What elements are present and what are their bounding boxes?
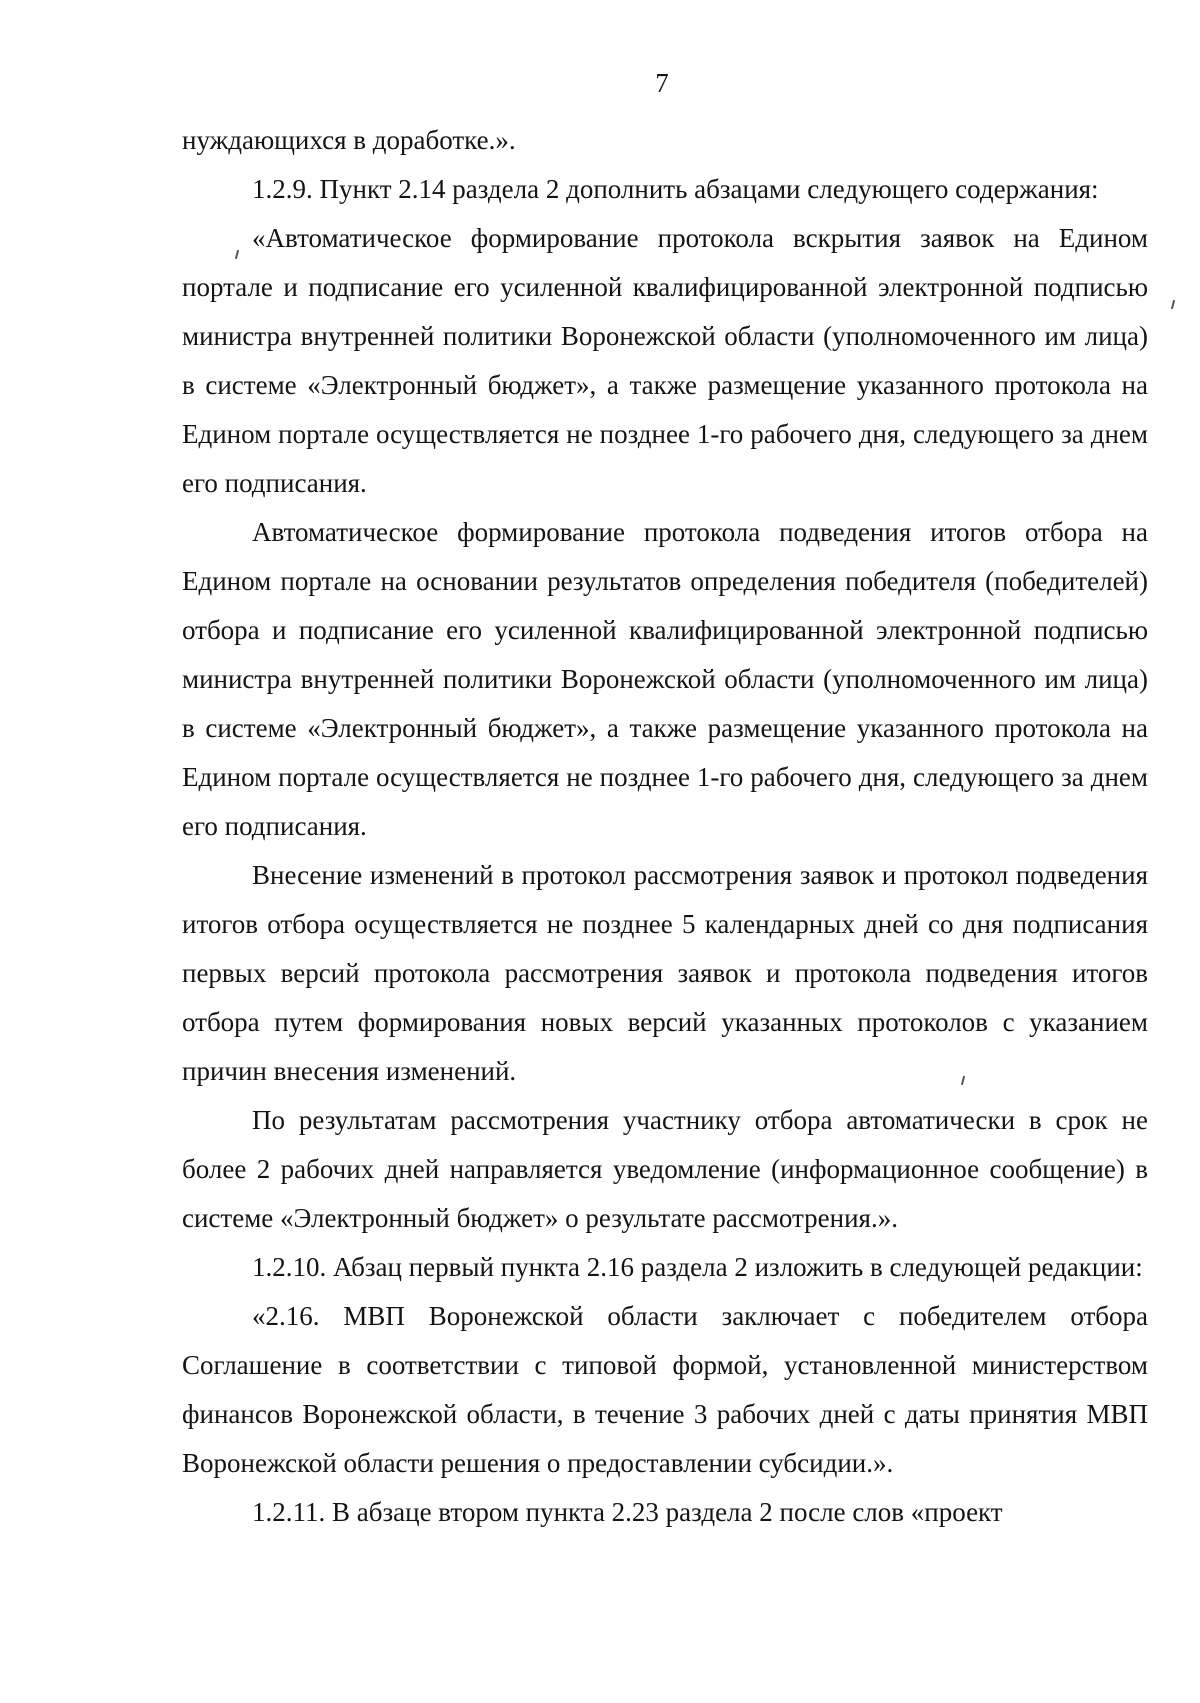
document-body (182, 116, 1148, 1537)
paragraph-1-2-11: 1.2.11. В абзаце втором пункта 2.23 раздела 2 после слов «проект (252, 1497, 1003, 1527)
page-number: 7 (655, 68, 669, 98)
paragraph-results-protocol: Автоматическое формирование протокола подведения итогов отбора на Едином портале на основании результатов определения победителя (победителей) отбора и подписание его усиленной квалифицированной электронной подписью министра внутренней политики Воронежской области (уполномоченного им лица) в системе «Электронный бюджет», а также размещение указанного протокола на Едином портале осуществляется не позднее 1-го рабочего дня, следующего за днем его подписания. (182, 517, 1148, 841)
scan-speck (1171, 300, 1175, 309)
paragraph-1-2-9: 1.2.9. Пункт 2.14 раздела 2 дополнить абзацами следующего содержания: (252, 174, 1099, 204)
paragraph-continuation: нуждающихся в доработке.». (182, 125, 516, 155)
paragraph-notification: По результатам рассмотрения участнику отбора автоматически в срок не более 2 рабочих дней направляется уведомление (информационное сообщение) в системе «Электронный бюджет» о результате рассмотрения.». (182, 1105, 1148, 1233)
paragraph-2-16: «2.16. МВП Воронежской области заключает с победителем отбора Соглашение в соответствии с типовой формой, установленной министерством финансов Воронежской области, в течение 3 рабочих дней с даты принятия МВП Воронежской области решения о предоставлении субсидии.». (182, 1301, 1148, 1478)
paragraph-protocol-changes: Внесение изменений в протокол рассмотрения заявок и протокол подведения итогов отбора осуществляется не позднее 5 календарных дней со дня подписания первых версий протокола рассмотрения заявок и протокола подведения итогов отбора путем формирования новых версий указанных протоколов с указанием причин внесения изменений. (182, 860, 1148, 1086)
paragraph-1-2-10: 1.2.10. Абзац первый пункта 2.16 раздела 2 изложить в следующей редакции: (252, 1252, 1143, 1282)
paragraph-opening-protocol: «Автоматическое формирование протокола вскрытия заявок на Едином портале и подписание его усиленной квалифицированной электронной подписью министра внутренней политики Воронежской области (уполномоченного им лица) в системе «Электронный бюджет», а также размещение указанного протокола на Едином портале осуществляется не позднее 1-го рабочего дня, следующего за днем его подписания. (182, 223, 1148, 498)
